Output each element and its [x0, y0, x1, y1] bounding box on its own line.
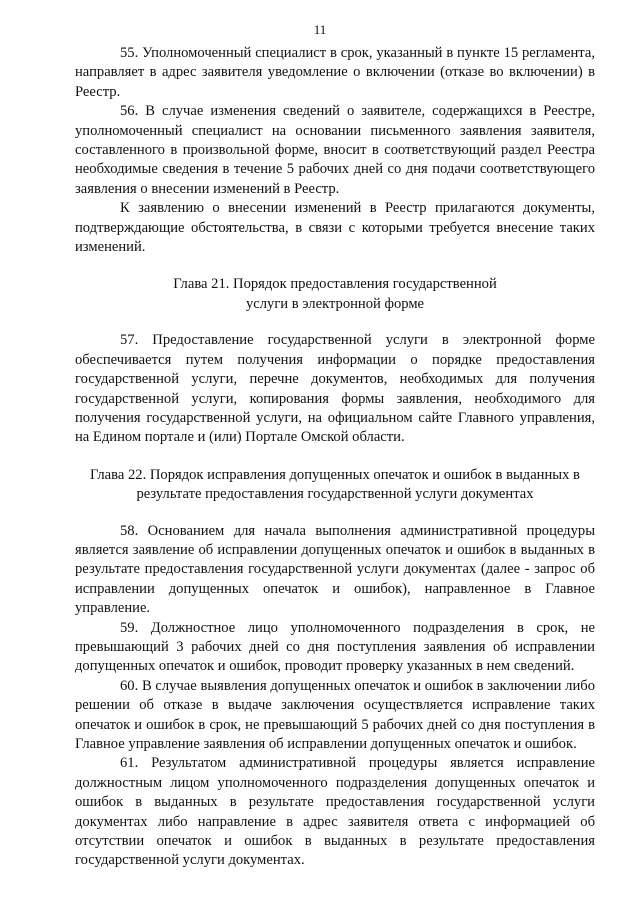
spacer [75, 314, 595, 331]
paragraph-55: 55. Уполномоченный специалист в срок, указанный в пункте 15 регламента, направляет в адрес заявителя уведомление о включении (отказе во включении) в Реестр. [75, 45, 595, 100]
chapter-heading-line: Глава 22. Порядок исправления допущенных опечаток и ошибок в выданных в [90, 466, 580, 483]
paragraph-58: 58. Основанием для начала выполнения административной процедуры является заявление об исправлении допущенных опечаток и ошибок в выданных в результате предоставления государственной услуги документах (далее - запрос об исправлении допущенных опечаток и ошибок), направленное в Главное управление. [75, 522, 595, 617]
document-body [75, 44, 595, 871]
paragraph-56-attachments: К заявлению о внесении изменений в Реестр прилагаются документы, подтверждающие обстоятельства, в связи с которыми требуется внесение таких изменений. [75, 200, 595, 256]
paragraph-59: 59. Должностное лицо уполномоченного подразделения в срок, не превышающий 3 рабочих дней со дня поступления заявления об исправлении допущенных опечаток и ошибок, проводит проверку указанных в нем сведений. [75, 619, 595, 675]
spacer [75, 257, 595, 275]
paragraph-60: 60. В случае выявления допущенных опечаток и ошибок в заключении либо решении об отказе в выдаче заключения осуществляется исправление таких опечаток и ошибок в срок, не превышающий 5 рабочих дней со дня поступления в Главное управление заявления об исправлении допущенных опечаток и ошибок. [75, 677, 595, 752]
spacer [75, 505, 595, 522]
chapter-heading-line: Глава 21. Порядок предоставления государственной [173, 276, 497, 293]
chapter-21-heading [75, 275, 595, 314]
spacer [75, 448, 595, 466]
chapter-heading-line: результате предоставления государственной услуги документах [136, 486, 534, 503]
chapter-22-heading [75, 466, 595, 505]
paragraph-56: 56. В случае изменения сведений о заявителе, содержащихся в Реестре, уполномоченный специалист на основании письменного заявления заявителя, составленного в произвольной форме, вносит в соответствующий раздел Реестра необходимые сведения в течение 5 рабочих дней со дня подачи соответствующего заявления о внесении изменений в Реестр. [75, 103, 595, 197]
paragraph-57: 57. Предоставление государственной услуги в электронной форме обеспечивается путем получения информации о порядке предоставления государственной услуги, перечне документов, необходимых для получения государственной услуги, копирования формы заявления, необходимого для получения государственной услуги, на официальном сайте Главного управления, на Едином портале и (или) Портале Омской области. [75, 332, 595, 446]
chapter-heading-line: услуги в электронной форме [245, 295, 425, 312]
page-number: 11 [313, 22, 327, 37]
paragraph-61: 61. Результатом административной процедуры является исправление должностным лицом уполномоченного подразделения допущенных опечаток и ошибок в выданных в результате предоставления государственной услуги документах либо направление в адрес заявителя ответа с информацией об отсутствии опечаток и ошибок в выданных в результате предоставления государственной услуги документах. [75, 755, 595, 869]
